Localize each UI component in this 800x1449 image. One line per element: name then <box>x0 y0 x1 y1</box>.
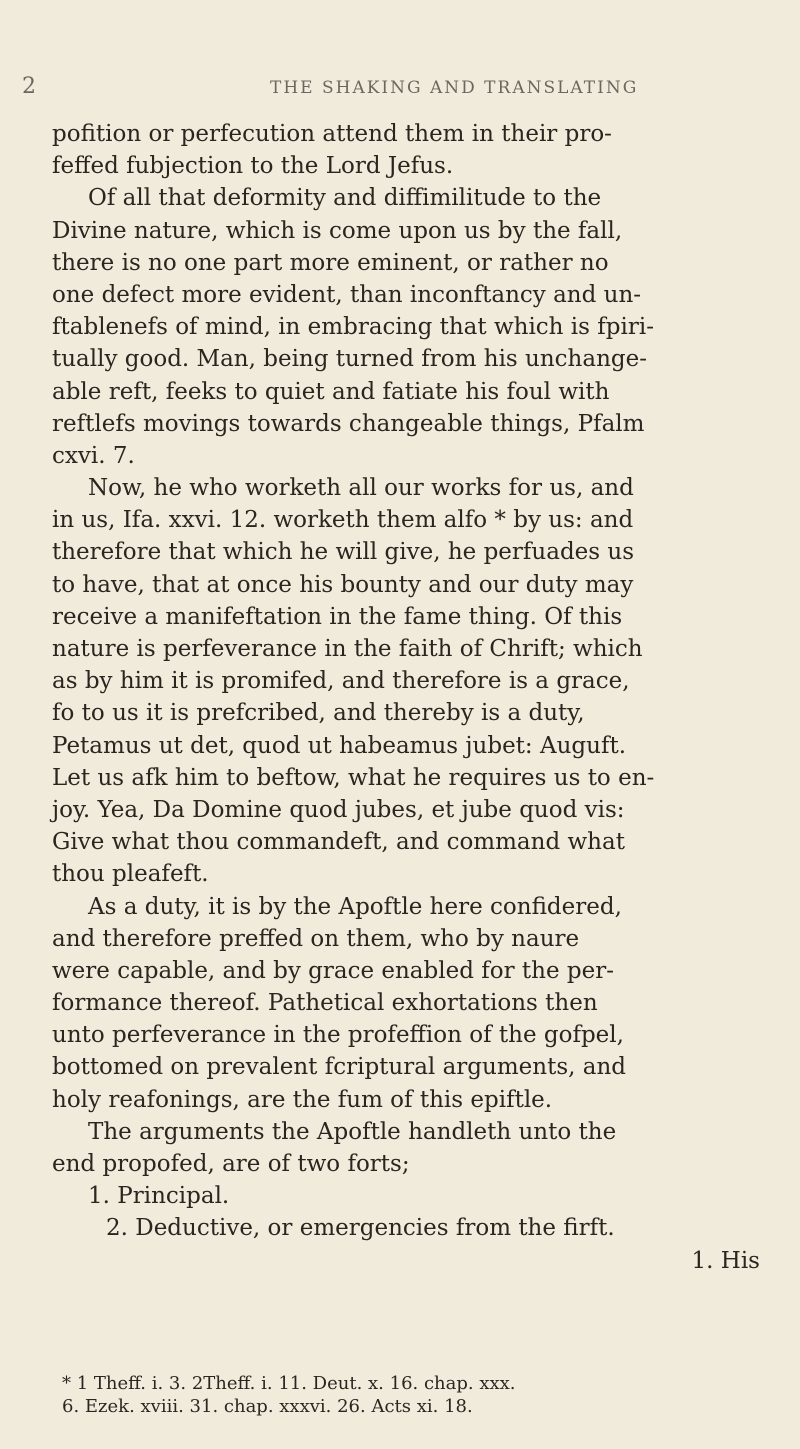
text-line: and therefore preffed on them, who by naure <box>52 925 580 952</box>
text-line: able reft, feeks to quiet and fatiate his foul with <box>52 378 610 405</box>
text-line: in us, Ifa. xxvi. 12. worketh them alfo * by us: and <box>52 507 634 534</box>
text-line: receive a manifeftation in the fame thing. Of this <box>52 603 623 630</box>
list-item-deductive: 2. Deductive, or emergencies from the firft. <box>106 1215 615 1242</box>
text-line: joy. Yea, Da Domine quod jubes, et jube quod vis: <box>52 796 625 823</box>
text-line: tually good. Man, being turned from his unchange- <box>52 346 648 373</box>
page-header <box>0 74 800 104</box>
text-line: thou pleafeft. <box>52 861 209 888</box>
catchword: 1. His <box>691 1247 760 1274</box>
body-text <box>52 118 766 1277</box>
text-line: fo to us it is prefcribed, and thereby is a duty, <box>52 700 585 727</box>
text-line: as by him it is promifed, and therefore is a grace, <box>52 668 630 695</box>
text-line: bottomed on prevalent fcriptural arguments, and <box>52 1054 626 1081</box>
footnotes <box>62 1372 782 1418</box>
footnote-line: * 1 Theff. i. 3. 2Theff. i. 11. Deut. x. 16. chap. xxx. <box>62 1373 516 1394</box>
text-line: Now, he who worketh all our works for us, and <box>88 475 634 502</box>
text-line: reftlefs movings towards changeable things, Pfalm <box>52 410 645 437</box>
text-line: end propofed, are of two forts; <box>52 1151 410 1177</box>
text-line: cxvi. 7. <box>52 442 135 469</box>
list-item-principal: 1. Principal. <box>88 1183 230 1210</box>
text-line: ftablenefs of mind, in embracing that which is fpiri- <box>52 314 654 341</box>
text-line: The arguments the Apoftle handleth unto the <box>88 1118 617 1145</box>
footnote-line: 6. Ezek. xviii. 31. chap. xxxvi. 26. Acts xi. 18. <box>62 1396 473 1417</box>
text-line: Give what thou commandeft, and command what <box>52 829 625 856</box>
text-line: Of all that deformity and diffimilitude to the <box>88 185 602 212</box>
text-line: formance thereof. Pathetical exhortations then <box>52 990 598 1017</box>
text-line: one defect more evident, than inconftancy and un- <box>52 281 642 308</box>
text-line: holy reafonings, are the fum of this epiftle. <box>52 1086 553 1113</box>
text-line: nature is perfeverance in the faith of Chrift; which <box>52 636 643 662</box>
text-line: to have, that at once his bounty and our duty may <box>52 571 634 598</box>
text-line: unto perfeverance in the profeffion of the gofpel, <box>52 1022 624 1049</box>
text-line: Divine nature, which is come upon us by the fall, <box>52 217 623 244</box>
text-line: Let us afk him to beftow, what he requires us to en- <box>52 764 655 791</box>
text-line: pofition or perfecution attend them in their pro- <box>52 121 612 147</box>
running-head: THE SHAKING AND TRANSLATING <box>270 78 639 98</box>
text-line: As a duty, it is by the Apoftle here confidered, <box>88 893 622 920</box>
text-line: feffed fubjection to the Lord Jefus. <box>52 153 454 180</box>
page-number: 2 <box>22 74 36 99</box>
text-line: Petamus ut det, quod ut habeamus jubet: Auguft. <box>52 732 627 759</box>
text-line: were capable, and by grace enabled for the per- <box>52 957 614 984</box>
text-line: there is no one part more eminent, or rather no <box>52 249 609 276</box>
text-line: therefore that which he will give, he perfuades us <box>52 539 635 566</box>
